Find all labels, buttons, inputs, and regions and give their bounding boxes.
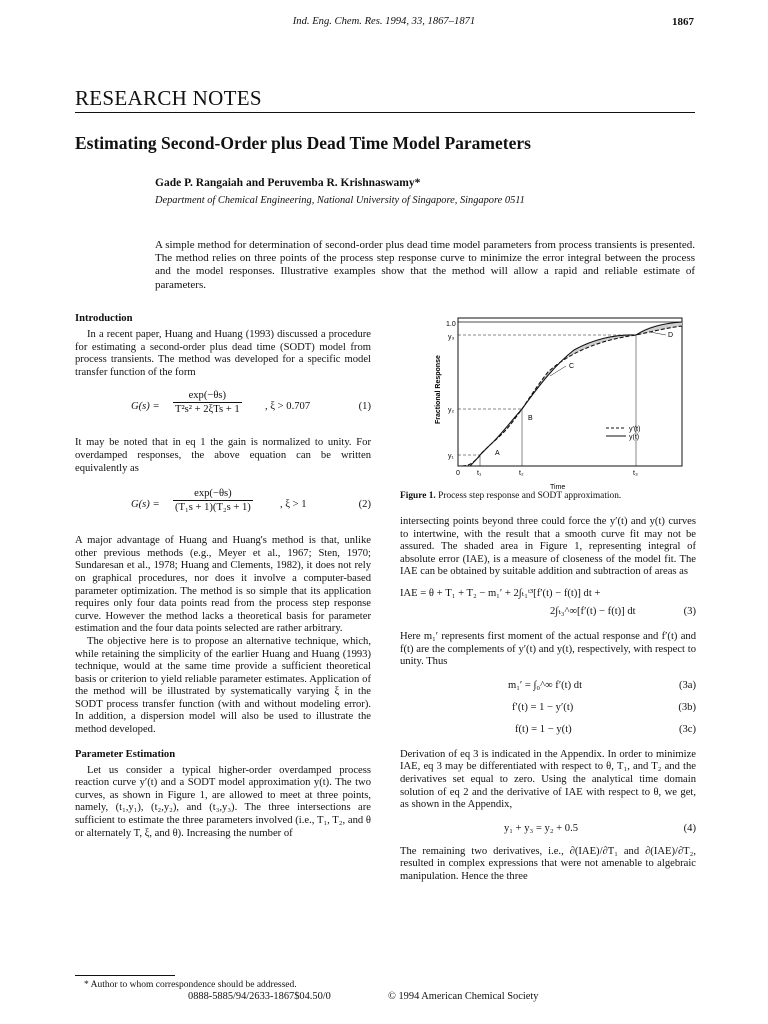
- intro-paragraph-4: The objective here is to propose an alternative technique, which, while retaining the simplicity of the earlier Huang and Huang (1993) technique, would at the same time provide a sufficient theoretical basis or criterion to yield reliable parameter estimates. Application of the method will be illustrated by systematically varying ξ in the SODT process transfer function (with and without modeling error). In addition, a dispersion model will also be used to illustrate the method developed.: [75, 635, 371, 736]
- eq1-fraction: [173, 389, 242, 416]
- x-tick-t1: t₁: [477, 470, 482, 477]
- footer-code: 0888-5885/94/2633-1867$04.50/0: [188, 991, 331, 1002]
- figure-caption: [400, 491, 621, 501]
- eq1-condition: , ξ > 0.707: [265, 401, 311, 413]
- eq1-number: (1): [358, 401, 371, 413]
- eq2-condition: , ξ > 1: [280, 499, 307, 511]
- banner-rule: [75, 112, 695, 113]
- right-paragraph-3: Derivation of eq 3 is indicated in the Appendix. In order to minimize IAE, eq 3 may be differentiated with respect to θ, T₁, and T₂ and the derivatives set equal to zero. Using the analytical time domain solution of eq 2 and the derivative of IAE with respect to θ, we get, as shown in the Appendix,: [400, 748, 696, 811]
- eq3a-number: (3a): [678, 679, 696, 691]
- eq2-lhs: G(s) =: [131, 499, 160, 511]
- eq1-numerator: exp(−θs): [173, 389, 242, 403]
- parameter-estimation-heading: Parameter Estimation: [75, 748, 176, 760]
- eq2-number: (2): [358, 499, 371, 511]
- right-paragraph-2: Here m₁′ represents first moment of the actual response and f′(t) and f(t) are the complements of y′(t) and y(t), respectively, with respect to unity. Thus: [400, 630, 696, 668]
- eq2-fraction: [173, 487, 253, 514]
- journal-citation: Ind. Eng. Chem. Res. 1994, 33, 1867–1871: [292, 16, 476, 27]
- eq3c-number: (3c): [678, 723, 696, 735]
- equation-3c: [400, 719, 696, 741]
- equation-2: [75, 487, 371, 525]
- eq2-denominator: (T₁s + 1)(T₂s + 1): [175, 502, 251, 514]
- eq3b-body: f′(t) = 1 − y′(t): [512, 701, 574, 713]
- caption-text: Process step response and SODT approximation.: [438, 491, 622, 501]
- equation-3a: [400, 675, 696, 697]
- paper-title: Estimating Second-Order plus Dead Time Model Parameters: [75, 133, 531, 153]
- right-paragraph-4: The remaining two derivatives, i.e., ∂(IAE)/∂T₁ and ∂(IAE)/∂T₂, resulted in complex expressions that were not amenable to algebraic manipulation. Hence the three: [400, 845, 696, 882]
- region-label-b: B: [528, 415, 533, 422]
- abstract: A simple method for determination of second-order plus dead time model parameters from process transients is presented. The method relies on three points of the process step response curve to minimize the error integral between the process and the model responses. Illustrative examples show that the method will allow a rapid and reliable estimate of parameters.: [155, 239, 695, 291]
- eq3-line-1: IAE = θ + T₁ + T₂ − m₁′ + 2∫ₜ₁ᵗ³[f′(t) − f(t)] dt +: [400, 587, 601, 599]
- region-label-a: A: [495, 450, 500, 457]
- equation-3b: [400, 697, 696, 719]
- eq3-line-2: 2∫ₜ₃^∞[f′(t) − f(t)] dt: [550, 605, 636, 617]
- left-column: [75, 313, 371, 840]
- y-tick-y3: y₃: [448, 334, 455, 341]
- eq3b-number: (3b): [678, 701, 696, 713]
- intro-paragraph-3: A major advantage of Huang and Huang's method is that, unlike other previous methods (e.g., Meyer et al., 1967; Sten, 1970; Sundaresan et al., 1978; Huang and Clements, 1982), it does not rely on graphical procedures, nor does it involve a computer-based parameter optimization. The method is so simple that its application requires only four data points read from the process step response curve. However the method lacks a theoretical basis for parameter estimation and the four data points selected are rather arbitrary.: [75, 535, 371, 635]
- intro-paragraph-2: It may be noted that in eq 1 the gain is normalized to unity. For overdamped responses, the above equation can be written equivalently as: [75, 437, 371, 474]
- y-tick-y1: y₁: [448, 453, 454, 460]
- equation-3: [400, 587, 696, 623]
- process-response-curve: [462, 326, 682, 466]
- footer-copyright: © 1994 American Chemical Society: [388, 991, 539, 1002]
- model-response-curve: [470, 322, 682, 466]
- y-tick-1-0: 1.0: [446, 321, 456, 328]
- equation-1: [75, 389, 371, 427]
- footnote-rule: [75, 975, 175, 976]
- eq3-number: (3): [683, 605, 696, 617]
- section-banner: RESEARCH NOTES: [75, 86, 262, 110]
- region-label-c: C: [569, 363, 575, 370]
- step-response-plot: [400, 312, 696, 502]
- authors: Gade P. Rangaiah and Peruvemba R. Krishnaswamy*: [155, 177, 421, 189]
- eq4-number: (4): [683, 822, 696, 834]
- region-d-leader: [650, 332, 666, 335]
- right-paragraph-1: intersecting points beyond three could force the y′(t) and y(t) curves to intertwine, with the result that a smooth curve fit may not be assured. The shaded area in Figure 1, representing integral of absolute error (IAE), is a measure of closeness of the model fit. The IAE can be obtained by suitable addition and subtraction of areas as: [400, 516, 696, 578]
- figure-1: [400, 312, 696, 517]
- eq3c-body: f(t) = 1 − y(t): [515, 723, 572, 735]
- eq4-body: y₁ + y₃ = y₂ + 0.5: [504, 822, 579, 834]
- eq3a-body: m₁′ = ∫₀^∞ f′(t) dt: [508, 679, 583, 691]
- footnote: * Author to whom correspondence should be addressed.: [84, 980, 297, 990]
- eq1-lhs: G(s) =: [131, 401, 160, 413]
- page-number: 1867: [672, 16, 694, 28]
- equation-4: [400, 818, 696, 840]
- eq1-denominator: T²s² + 2ξTs + 1: [175, 404, 240, 416]
- caption-label: Figure 1.: [400, 491, 436, 501]
- x-tick-t3: t₃: [633, 470, 638, 477]
- intro-paragraph-1: In a recent paper, Huang and Huang (1993) discussed a procedure for estimating a second-order plus dead time (SODT) model from process transients. The method was developed for a specific model transfer function of the form: [75, 329, 371, 378]
- parameter-estimation-paragraph: Let us consider a typical higher-order overdamped process reaction curve y′(t) and a SODT model approximation y(t). The two curves, as shown in Figure 1, are allowed to meet at three points, namely, (t₁,y₁), (t₂,y₂), and (t₃,y₃). The three intersections are sufficient to estimate the three parameters involved (i.e., T₁, T₂, and θ or alternately T, ξ, and θ). Increasing the number of: [75, 764, 371, 839]
- affiliation: Department of Chemical Engineering, National University of Singapore, Singapore 0511: [155, 195, 525, 206]
- x-tick-t2: t₂: [519, 470, 524, 477]
- y-tick-y2: y₂: [448, 407, 455, 414]
- x-tick-0: 0: [456, 470, 460, 477]
- legend-label-process: y′(t): [629, 426, 641, 433]
- eq2-numerator: exp(−θs): [173, 487, 253, 501]
- intro-heading: Introduction: [75, 313, 133, 324]
- right-column: [400, 516, 696, 884]
- region-label-d: D: [668, 332, 674, 339]
- x-axis-label: Time: [550, 484, 566, 491]
- y-axis-label: Fractional Response: [435, 355, 442, 424]
- legend-label-model: y(t): [629, 434, 640, 441]
- iae-shaded-area: [472, 322, 682, 463]
